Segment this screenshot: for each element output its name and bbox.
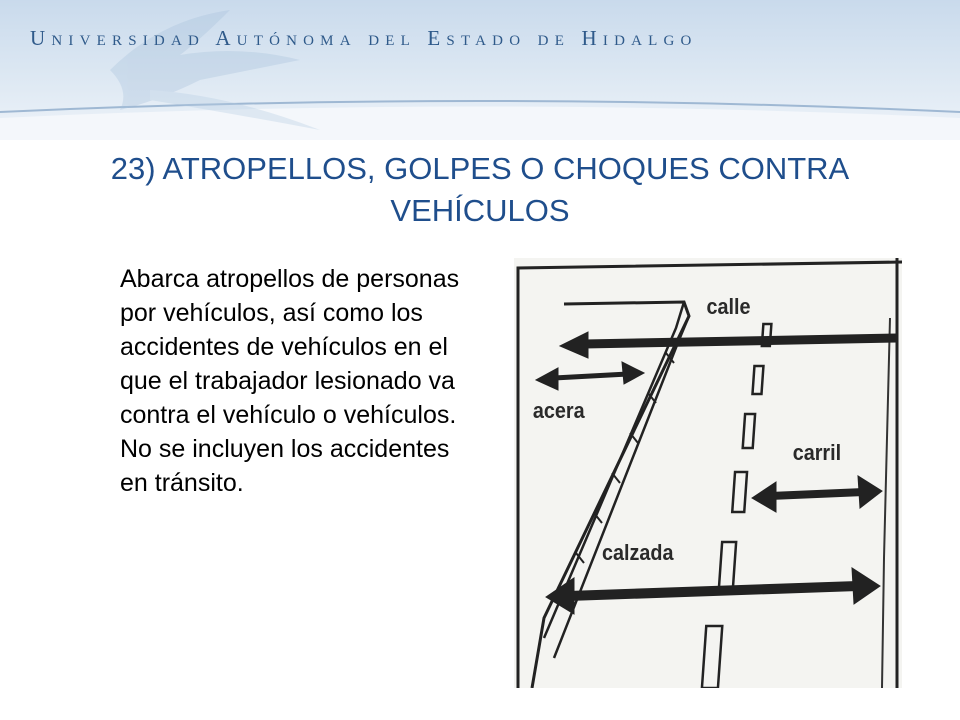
label-carril: carril — [792, 440, 842, 465]
road-diagram-drawing — [514, 258, 902, 688]
university-name: Universidad Autónoma del Estado de Hidalgo — [30, 26, 698, 50]
banner-graphic — [0, 0, 960, 140]
slide-title: 23) ATROPELLOS, GOLPES O CHOQUES CONTRA VEHÍCULOS — [110, 151, 850, 228]
label-calle: calle — [706, 294, 751, 319]
header-banner — [0, 0, 960, 140]
slide-body-text: Abarca atropellos de personas por vehículos, así como los accidentes de vehículos en el que el trabajador lesionado va contra el vehículo o vehículos. No se incluyen los accidentes en tránsito. — [120, 265, 460, 497]
banner-wave — [0, 107, 960, 141]
label-acera: acera — [532, 398, 585, 423]
road-diagram — [514, 258, 902, 688]
label-calzada: calzada — [601, 540, 674, 565]
